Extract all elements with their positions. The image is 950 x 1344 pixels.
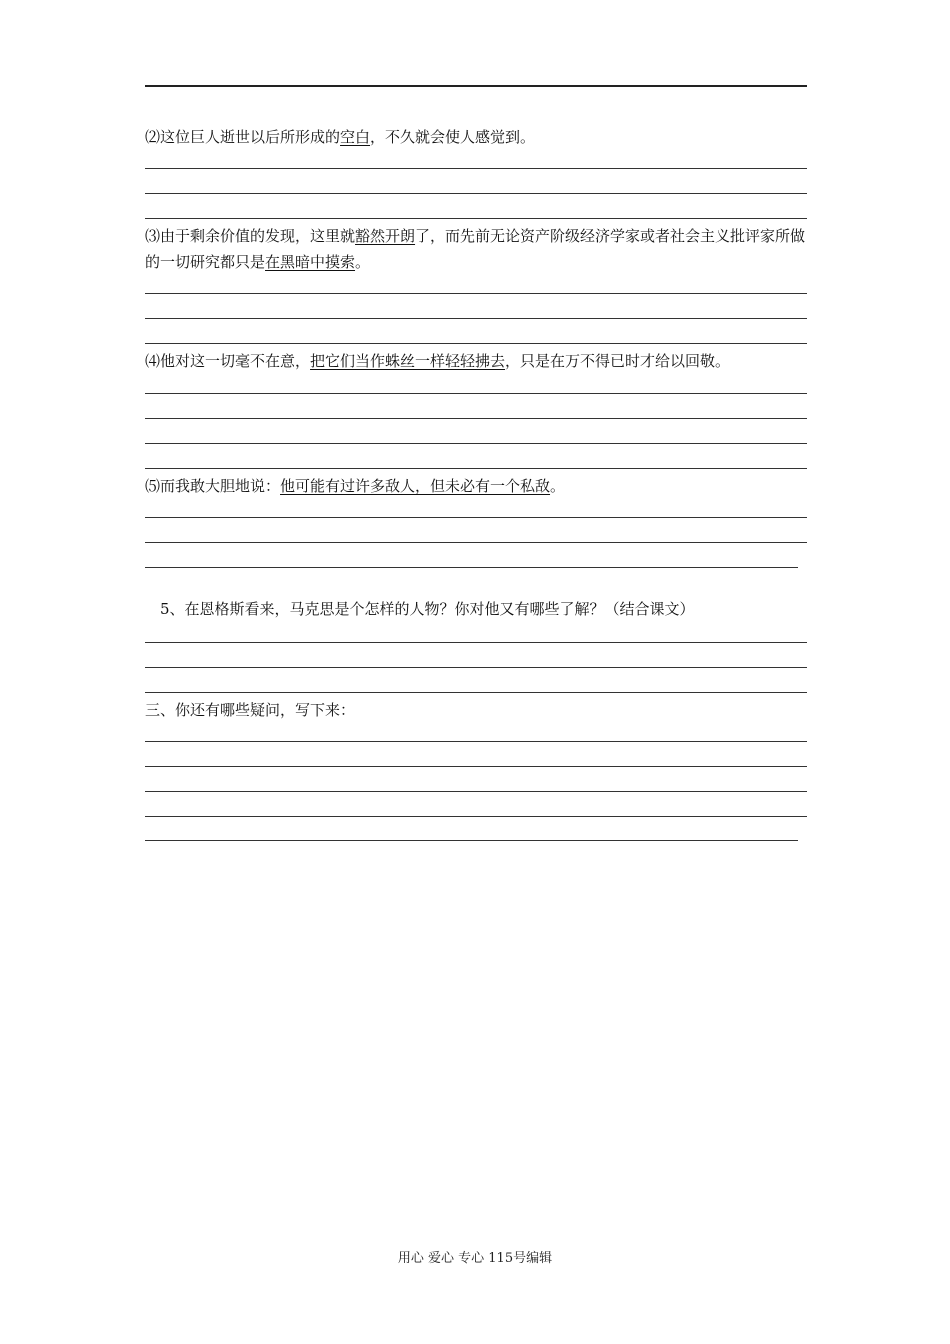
sentence-2-text-after: ，不久就会使人感觉到。 [370,128,536,146]
question-5-text: 5、在恩格斯看来，马克思是个怎样的人物？你对他又有哪些了解？（结合课文） [160,600,695,618]
answer-line [145,642,807,643]
answer-line [145,567,798,568]
question-5 [160,596,807,622]
answer-line [145,443,807,444]
sentence-4-text-before: 他对这一切毫不在意， [160,352,311,370]
answer-line [145,168,807,169]
sentence-5 [145,473,807,499]
sentence-3-text-middle: 了，而先前无论资产阶级经济学家或者社会主义批评家所做的一切研究都只是 [145,227,806,271]
sentence-5-underlined: 他可能有过许多敌人，但未必有一个私敌 [280,477,551,495]
answer-line [145,766,807,767]
section-3-text: 三、你还有哪些疑问，写下来： [145,701,356,719]
top-rule [145,85,807,87]
answer-line [145,393,807,394]
sentence-3-underlined-1: 豁然开朗 [355,227,416,245]
sentence-4 [145,348,807,374]
answer-line [145,542,807,543]
answer-line [145,741,807,742]
sentence-2-underlined: 空白 [340,128,371,146]
answer-line [145,193,807,194]
sentence-3-text-before: 由于剩余价值的发现，这里就 [160,227,356,245]
sentence-2-text-before: 这位巨人逝世以后所形成的 [160,128,341,146]
sentence-3-text-after: 。 [355,253,371,271]
answer-line [145,293,807,294]
sentence-5-number: ⑸ [145,477,161,495]
answer-line [145,218,807,219]
answer-line [145,840,798,841]
answer-line [145,517,807,518]
answer-line [145,692,807,693]
answer-line [145,318,807,319]
sentence-4-underlined: 把它们当作蛛丝一样轻轻拂去 [310,352,506,370]
sentence-5-text-before: 而我敢大胆地说： [160,477,281,495]
page-footer: 用心 爱心 专心 115号编辑 [397,1251,553,1266]
section-3-heading [145,697,807,723]
sentence-2 [145,124,807,150]
sentence-4-text-after: ，只是在万不得已时才给以回敬。 [505,352,731,370]
answer-line [145,791,807,792]
answer-line [145,343,807,344]
sentence-5-text-after: 。 [550,477,566,495]
answer-line [145,468,807,469]
answer-line [145,667,807,668]
sentence-2-number: ⑵ [145,128,161,146]
answer-line [145,418,807,419]
sentence-3-number: ⑶ [145,227,161,245]
sentence-3-underlined-2: 在黑暗中摸索 [265,253,356,271]
sentence-3 [145,223,807,275]
answer-line [145,816,807,817]
sentence-4-number: ⑷ [145,352,161,370]
